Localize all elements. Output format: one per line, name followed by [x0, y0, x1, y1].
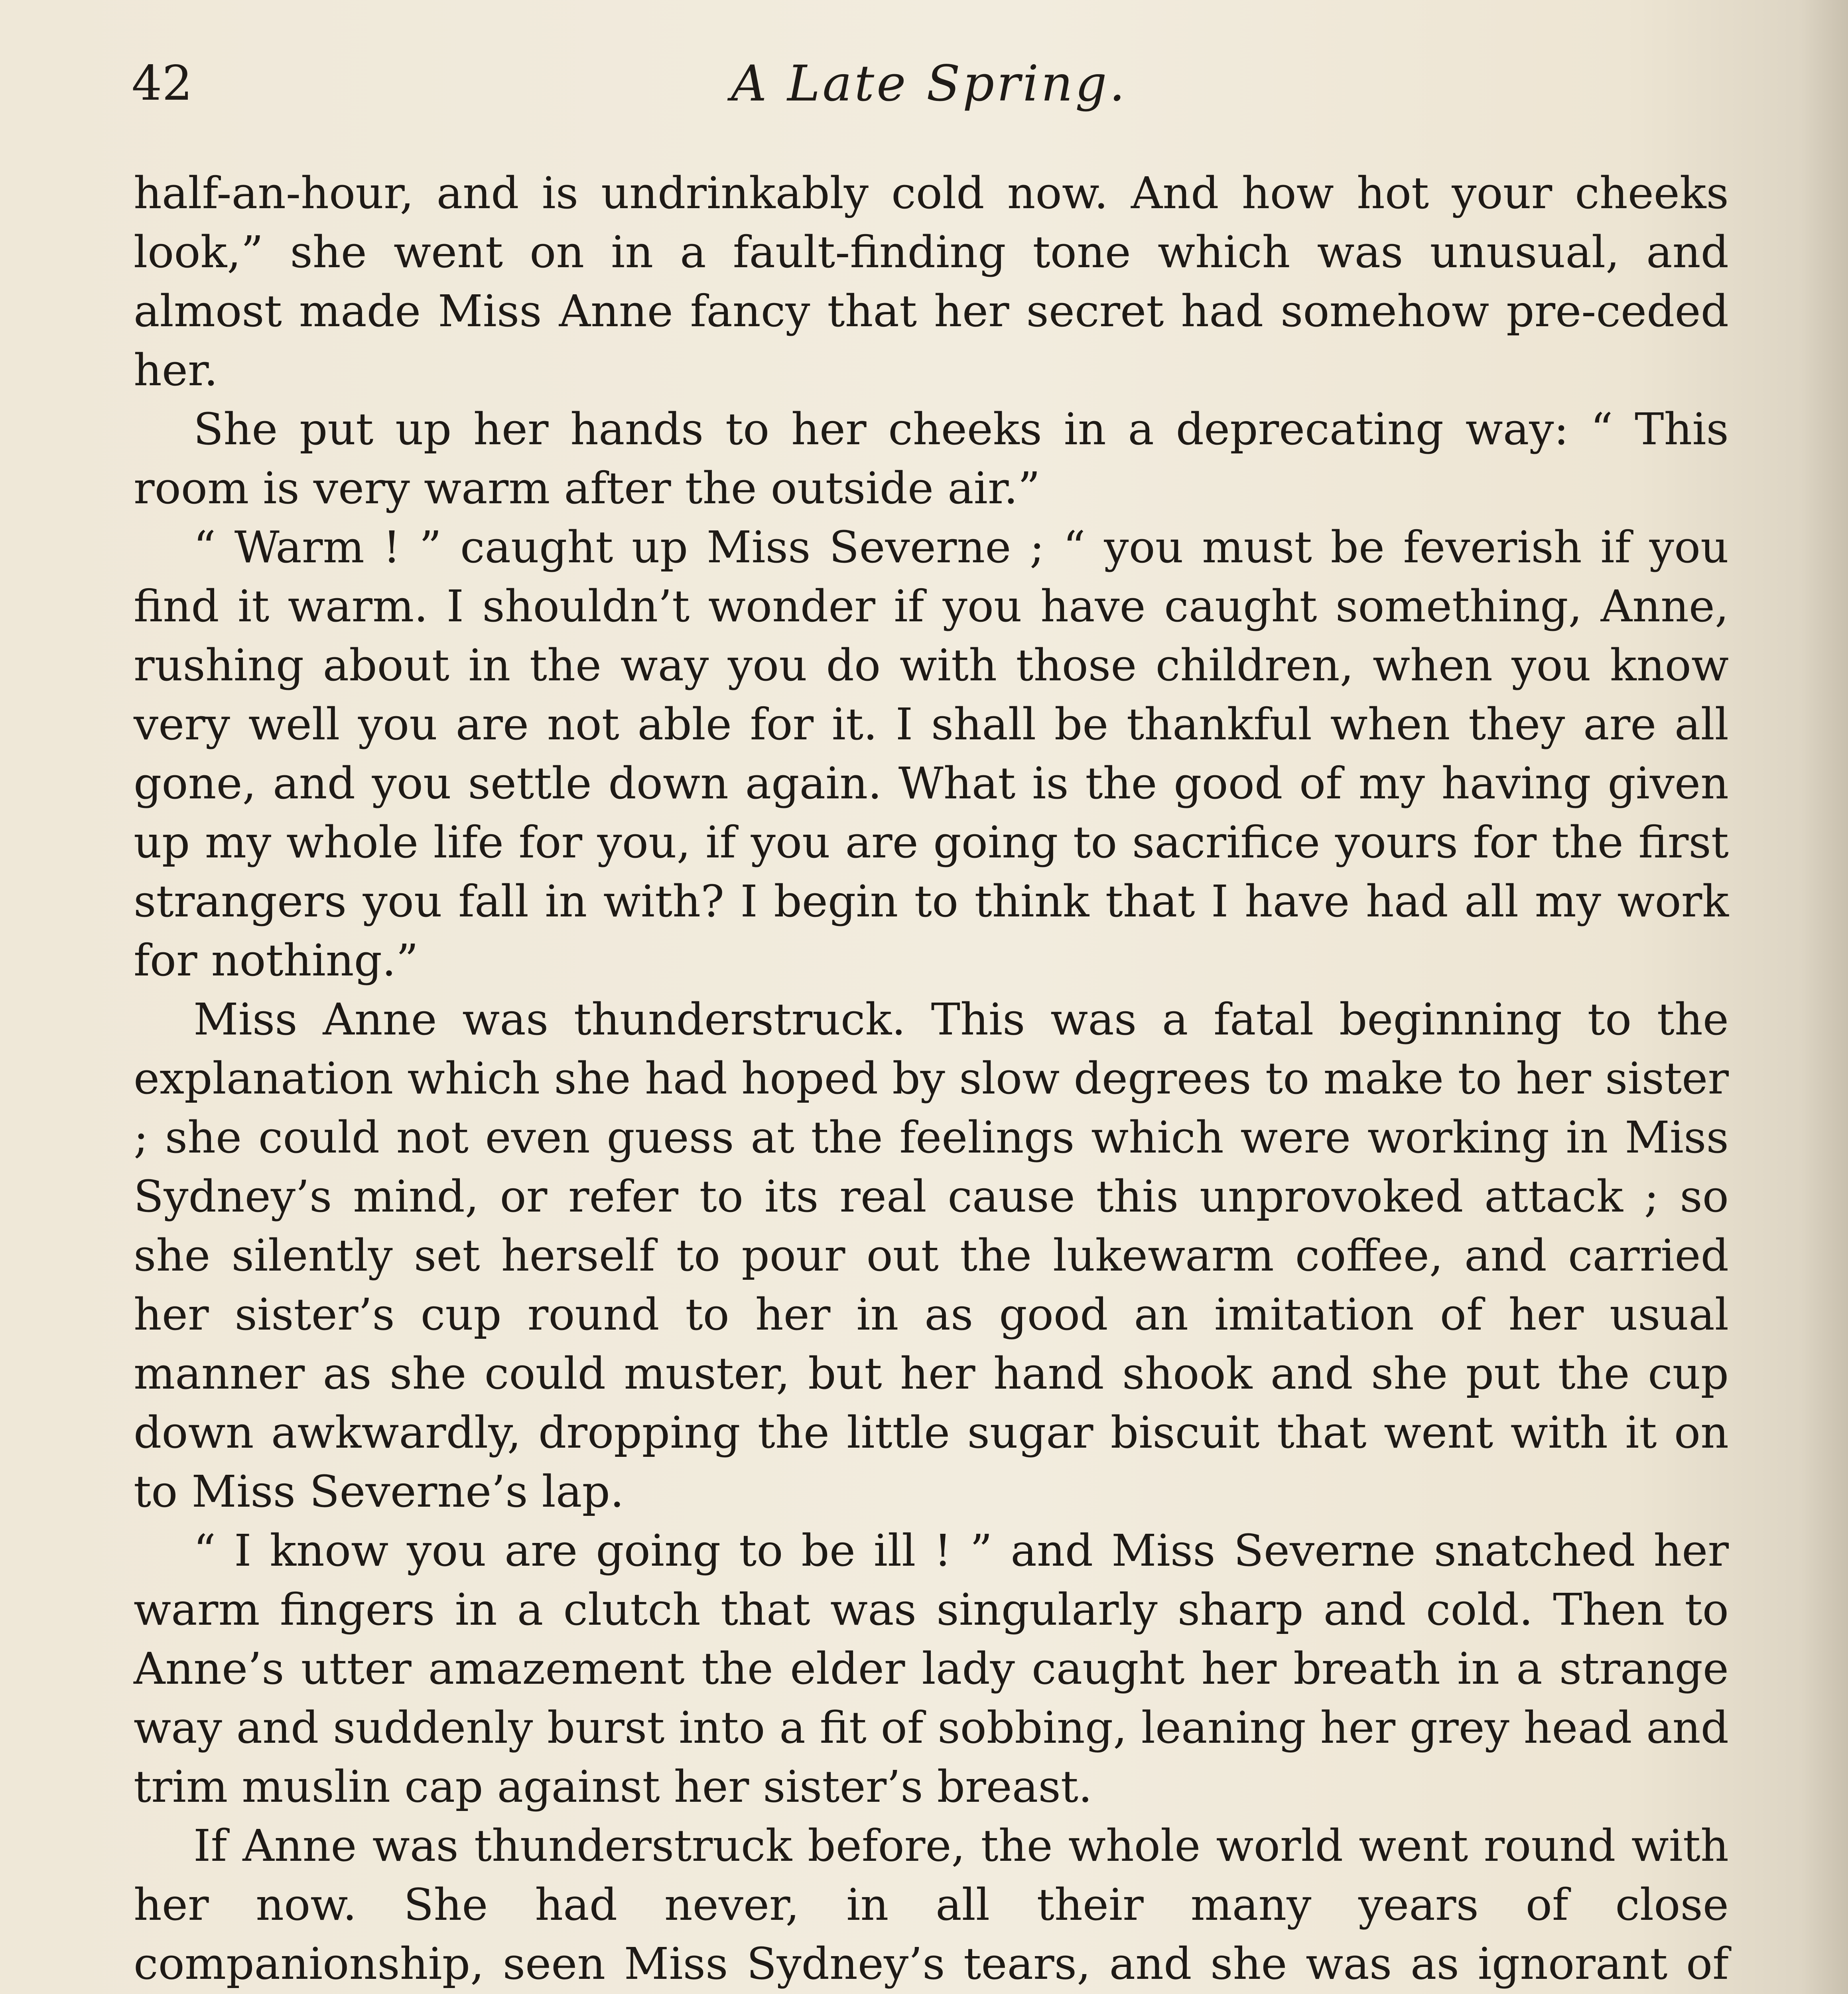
- paragraph: “ I know you are going to be ill ! ” and Miss Severne snatched her warm fingers in a clutch that was singularly sharp and cold. Then to Anne’s utter amazement the elder lady caught her breath in a strange way and suddenly burst into a fit of sobbing, leaning her grey head and trim muslin cap against her sister’s breast.: [134, 1525, 1729, 1812]
- body-text: [134, 164, 1729, 1994]
- paragraph: She put up her hands to her cheeks in a deprecating way: “ This room is very warm after the outside air.”: [134, 404, 1729, 514]
- paragraph: “ Warm ! ” caught up Miss Severne ; “ you must be feverish if you find it warm. I shouldn’t wonder if you have caught something, Anne, rushing about in the way you do with those children, when you know very well you are not able for it. I shall be thankful when they are all gone, and you settle down again. What is the good of my having given up my whole life for you, if you are going to sacrifice yours for the first strangers you fall in with? I begin to think that I have had all my work for nothing.”: [134, 522, 1729, 986]
- page-header: [132, 52, 1727, 116]
- paragraph: Miss Anne was thunderstruck. This was a fatal beginning to the explanation which she had hoped by slow degrees to make to her sister ; she could not even guess at the feelings which were working in Miss Sydney’s mind, or refer to its real cause this unprovoked attack ; so she silently set herself to pour out the lukewarm coffee, and carried her sister’s cup round to her in as good an imitation of her usual manner as she could muster, but her hand shook and she put the cup down awkwardly, dropping the little sugar biscuit that went with it on to Miss Severne’s lap.: [134, 994, 1729, 1517]
- running-title: A Late Spring.: [731, 55, 1127, 112]
- page-number: 42: [132, 56, 193, 111]
- paragraph: half-an-hour, and is undrinkably cold now. And how hot your cheeks look,” she went on in a fault-finding tone which was unusual, and almost made Miss Anne fancy that her secret had somehow pre-ceded her.: [134, 167, 1729, 396]
- paragraph: If Anne was thunderstruck before, the whole world went round with her now. She had never, in all their many years of close companionship, seen Miss Sydney’s tears, and she was as ignorant of: [134, 1820, 1729, 1989]
